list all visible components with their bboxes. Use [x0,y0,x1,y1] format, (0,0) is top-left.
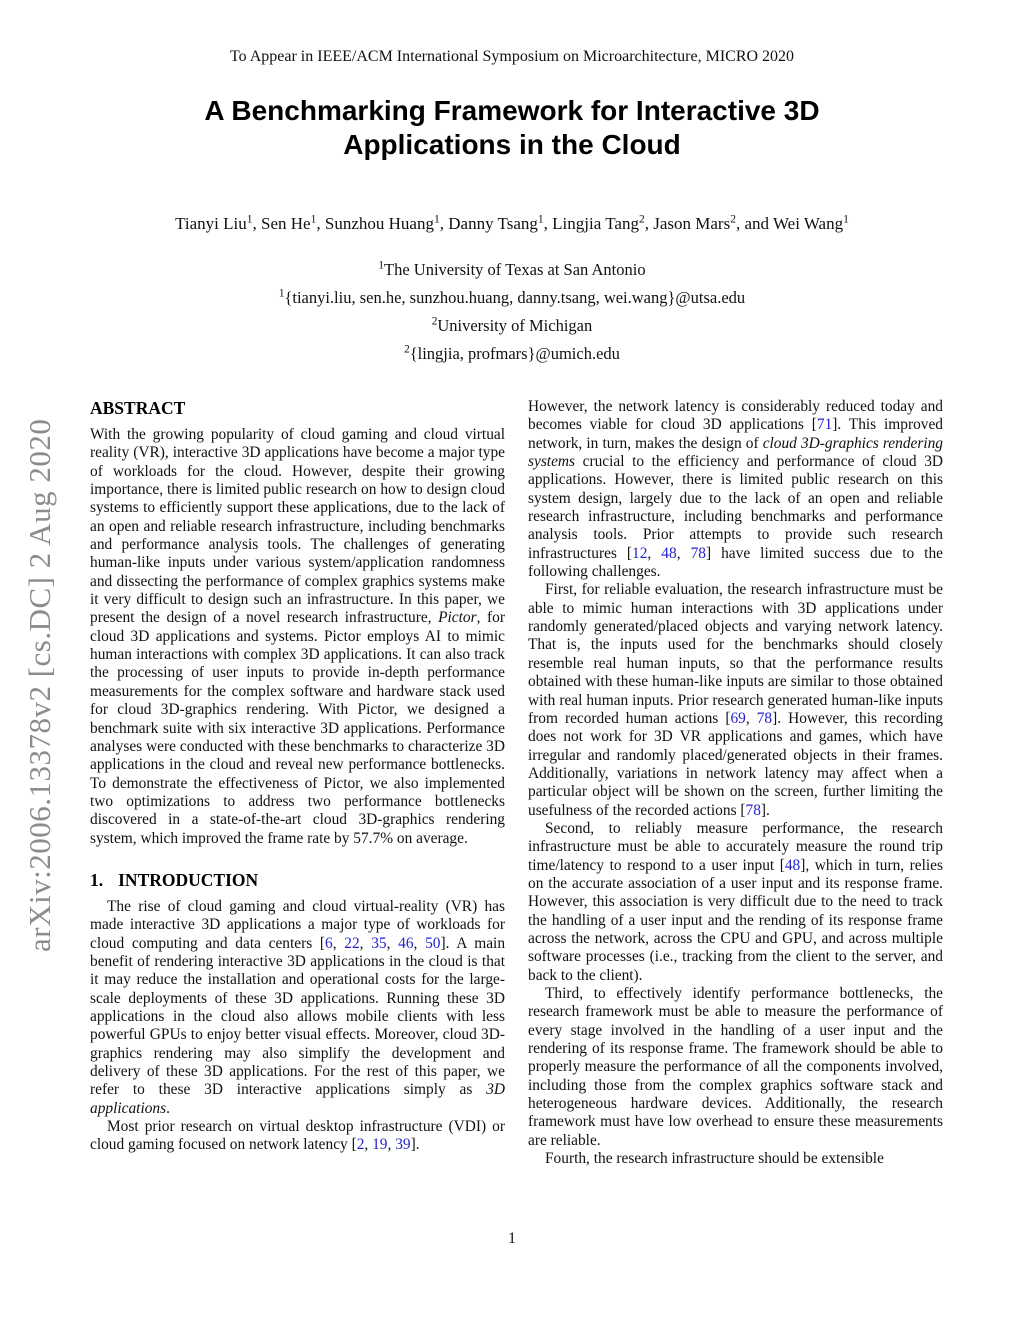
superscript-mark: 1 [843,212,849,226]
superscript-mark: 1 [278,287,285,300]
left-column [90,398,505,1168]
authors-line: Tianyi Liu$^1$, Sen He$^1$, Sunzhou Huang$^1$, Danny Tsang$^1$, Lingjia Tang$^2$, Jason Mars$^2$, and Wei Wang$^1$ [175,212,849,233]
affiliation-email-utsa: $^1${tianyi.liu, sen.he, sunzhou.huang, danny.tsang, wei.wang}@utsa.edu [278,287,746,307]
intro-paragraph-3: However, the network latency is considerably reduced today and becomes viable for cloud 3D applications [71]. This improved network, in turn, makes the design of cloud 3D-graphics rendering systems crucial to the efficiency and performance of cloud 3D applications. However, there is limited public research on this system design, largely due to the lack of an open and reliable research infrastructure, including benchmarks and performance analysis tools. Prior attempts to provide such research infrastructures [12, 48, 78] have limited success due to the following challenges. [528,398,943,581]
italic-text: 3D applications [90,1081,505,1117]
affiliation-email-umich: $^2${lingjia, profmars}@umich.edu [404,343,620,363]
page-number: 1 [508,1230,516,1247]
citation-link[interactable]: 48 [661,544,677,562]
right-column [528,398,943,1168]
superscript-mark: 1 [537,212,544,226]
citation-link[interactable]: 39 [395,1136,411,1154]
intro-paragraph-6: Third, to effectively identify performance bottlenecks, the research framework must be able to measure the performance of every stage involved in the handling of a user input and the rendering of its response frame. The framework should be able to properly measure the performance of all the components involved, including those from the complex graphics software stack and heterogeneous hardware devices. Additionally, the research framework must have low overhead to ensure these measurements are reliable. [528,985,943,1149]
intro-paragraph-5: Second, to reliably measure performance, the research infrastructure must be able to accurately measure the round trip time/latency to respond to a user input [48], which in turn, relies on the accurate association of a user input and its response frame. However, this association is very difficult due to the need to track the handling of a user input and the rending of its response frame across the network, across the CPU and GPU, and across multiple software processes (i.e., tracking from the client to the server, and back to the client). [528,819,943,984]
citation-link[interactable]: 22 [344,934,360,952]
superscript-mark: 2 [431,315,438,328]
citation-link[interactable]: 6 [325,934,333,952]
two-column-body [90,398,943,1168]
citation-link[interactable]: 19 [372,1136,388,1154]
superscript-mark: 1 [433,212,440,226]
citation-link[interactable]: 78 [690,544,706,562]
italic-text: cloud 3D-graphics rendering systems [528,434,943,471]
superscript-mark: 1 [246,212,253,226]
superscript-mark: 2 [404,343,410,356]
superscript-mark: 1 [310,212,317,226]
citation-link[interactable]: 46 [398,934,414,952]
superscript-mark: 2 [730,212,736,226]
citation-link[interactable]: 50 [425,934,441,952]
citation-link[interactable]: 69 [730,709,746,727]
abstract-paragraph: With the growing popularity of cloud gaming and cloud virtual reality (VR), interactive 3D applications have become a major type of workloads for the cloud. However, despite their growing importance, there is limited public research on how to design cloud systems to efficiently support these applications, due to the lack of an open and reliable research infrastructure, including benchmarks and performance analysis tools. The challenges of generating human-like inputs under various system/application randomness and dissecting the performance of complex graphics systems make it very difficult to design such an infrastructure. In this paper, we present the design of a novel research infrastructure, Pictor, for cloud 3D applications and systems. Pictor employs AI to mimic human interactions with complex 3D applications. It can also track the processing of user inputs to provide in-depth performance measurements for the complex software and hardware stack used for cloud 3D-graphics rendering. With Pictor, we designed a benchmark suite with six interactive 3D applications. Performance analyses were conducted with these benchmarks to characterize 3D applications in the cloud and reveal new performance bottlenecks. To demonstrate the effectiveness of Pictor, we also implemented two optimizations to address two performance bottlenecks discovered in a state-of-the-art cloud 3D-graphics rendering system, which improved the frame rate by 57.7% on average. [90,426,505,847]
intro-paragraph-1: The rise of cloud gaming and cloud virtual-reality (VR) has made interactive 3D applications a major type of workloads for cloud computing and data centers [6, 22, 35, 46, 50]. A main benefit of rendering interactive 3D applications in the cloud is that it may reduce the installation and operational costs for the large-scale deployments of these 3D applications. Running these 3D applications in the cloud also allows mobile clients with less powerful GPUs to enjoy better visual effects. Moreover, cloud 3D-graphics rendering may also simplify the development and delivery of these 3D applications. For the rest of this paper, we refer to these 3D interactive applications simply as 3D applications. [90,897,506,1117]
superscript-mark: 1 [378,259,384,272]
arxiv-watermark: arXiv:2006.13378v2 [cs.DC] 2 Aug 2020 [22,418,57,952]
paper-title-line-1: A Benchmarking Framework for Interactive 3D [204,95,820,126]
citation-link[interactable]: 78 [756,709,773,727]
section-label: INTRODUCTION [118,869,259,890]
italic-text: Pictor [438,609,477,627]
citation-link[interactable]: 2 [356,1136,365,1154]
citation-link[interactable]: 48 [784,856,801,874]
citation-link[interactable]: 78 [745,801,761,819]
citation-link[interactable]: 71 [816,416,833,434]
citation-link[interactable]: 35 [371,934,387,952]
abstract-heading: ABSTRACT [90,398,186,418]
paper-title [0,94,1024,162]
citation-link[interactable]: 12 [632,544,648,562]
section-number: 1. [90,869,104,890]
intro-paragraph-7: Fourth, the research infrastructure should be extensible [545,1150,884,1168]
affiliation-line-utsa: $^1$The University of Texas at San Antonio [378,259,646,279]
affiliation-line-umich: $^2$University of Michigan [431,315,593,335]
intro-paragraph-4: First, for reliable evaluation, the research infrastructure must be able to mimic human interactions with 3D applications under randomly generated/placed objects and varying network latency. That is, the inputs used for the benchmarks should closely resemble real human inputs, so that the performance results obtained with these human-like inputs are similar to those obtained with real human inputs. Prior research generated human-like inputs from recorded human actions [69, 78]. However, this recording does not work for 3D VR applications and games, which have irregular and randomly placed/generated objects in their frames. Additionally, variations in network latency may affect when a particular object will be shown on the screen, further limiting the usefulness of the recorded actions [78]. [528,581,943,819]
conference-note: To Appear in IEEE/ACM International Symposium on Microarchitecture, MICRO 2020 [229,48,795,65]
section-heading-introduction [90,870,505,891]
affiliations [0,256,1024,368]
intro-paragraph-2: Most prior research on virtual desktop infrastructure (VDI) or cloud gaming focused on network latency [2, 19, 39]. [90,1118,505,1154]
paper-title-line-2: Applications in the Cloud [343,129,681,160]
superscript-mark: 2 [638,212,645,226]
